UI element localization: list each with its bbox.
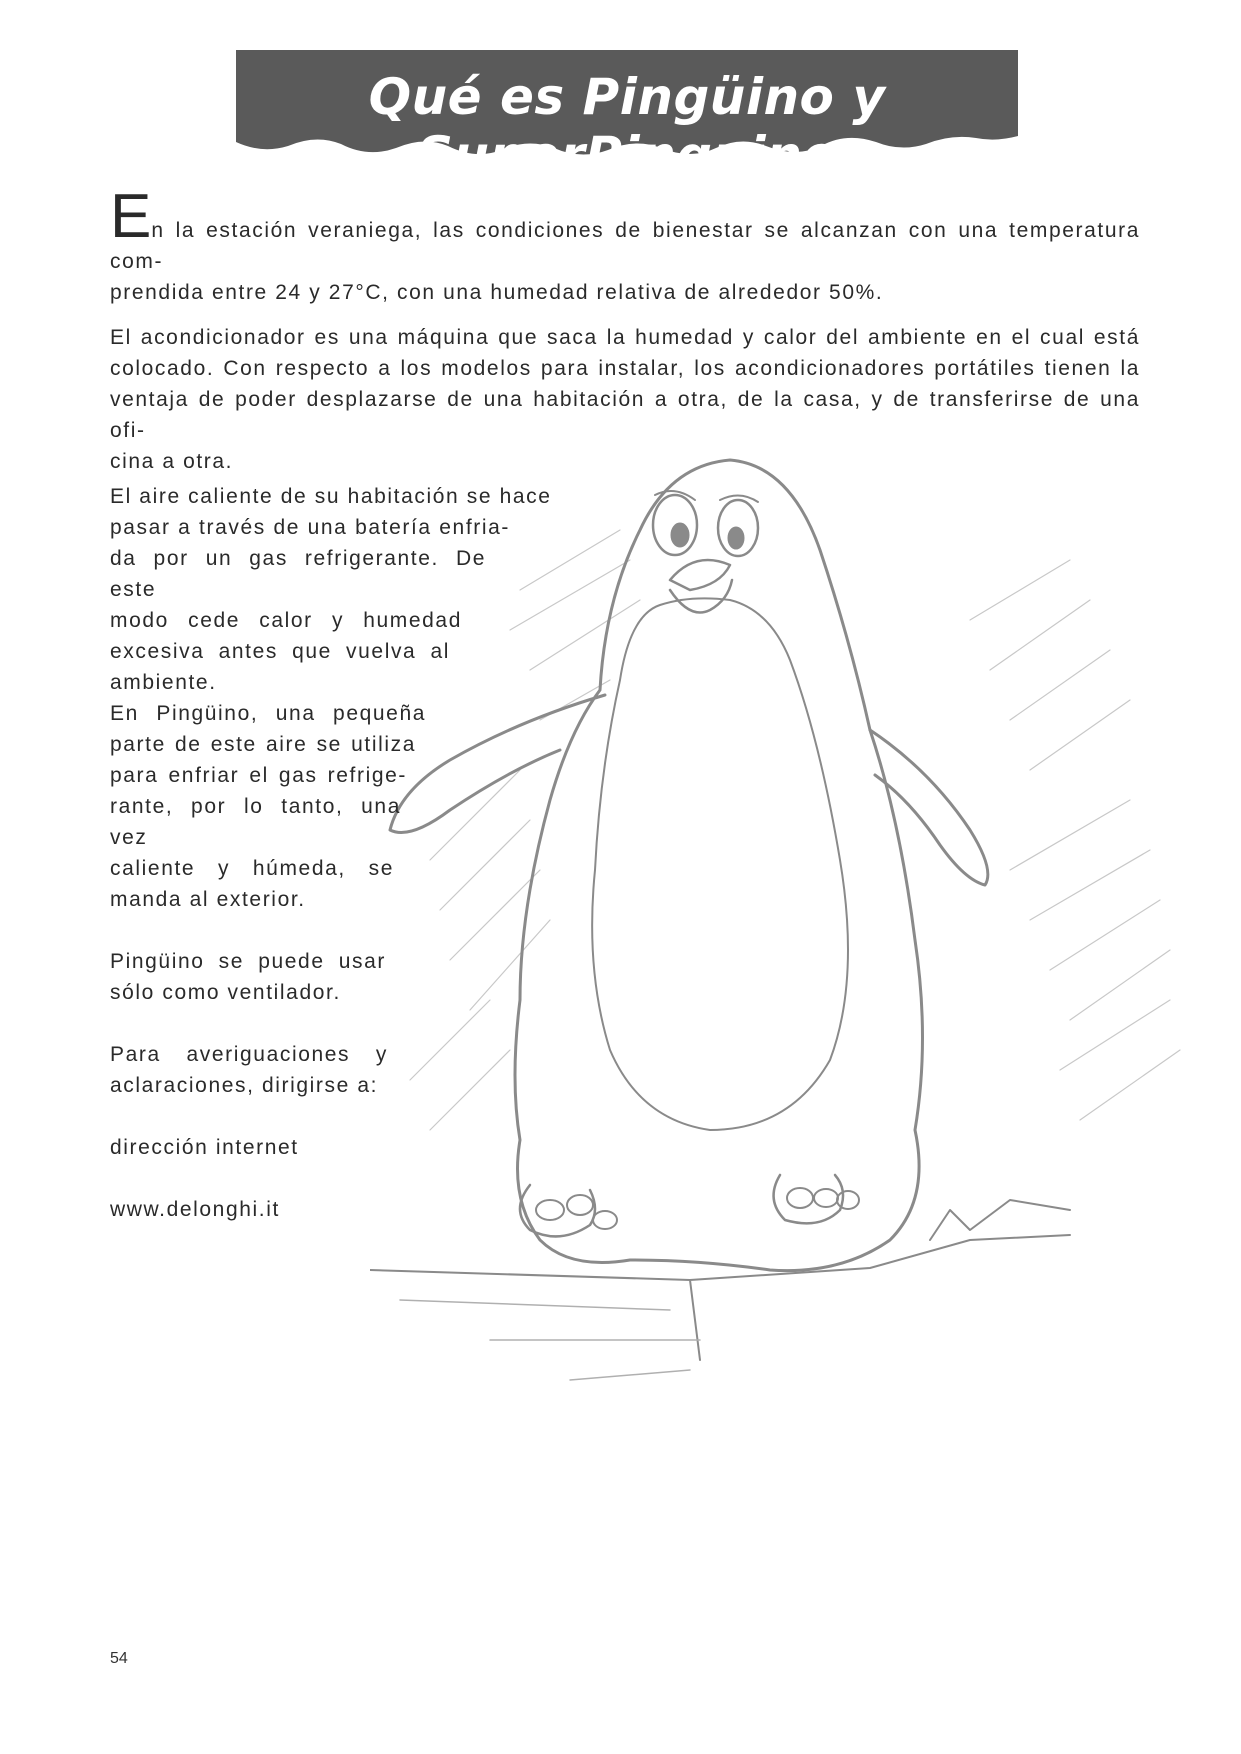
intro-line-1 <box>110 182 1140 277</box>
column-line: El aire caliente de su habitación se hace <box>110 485 552 508</box>
column-line: Para averiguaciones y <box>110 1043 388 1066</box>
website-link[interactable]: www.delonghi.it <box>110 1198 280 1221</box>
column-line: excesiva antes que vuelva al <box>110 640 450 663</box>
column-line: modo cede calor y humedad <box>110 609 462 632</box>
intro-paragraph <box>110 182 1140 308</box>
left-column <box>110 481 552 1225</box>
paragraph-line: ventaja de poder desplazarse de una habitación a otra, de la casa, y de transferirse de una ofi- <box>110 388 1140 442</box>
column-line: ambiente. <box>110 671 217 694</box>
spacer <box>110 1163 552 1194</box>
column-line: En Pingüino, una pequeña <box>110 702 426 725</box>
column-line: Pingüino se puede usar <box>110 950 386 973</box>
spacer <box>110 915 552 946</box>
internet-label: dirección internet <box>110 1136 299 1159</box>
drop-cap: E <box>110 182 152 251</box>
column-line: sólo como ventilador. <box>110 981 341 1004</box>
paragraph-line: cina a otra. <box>110 450 234 473</box>
spacer <box>110 1008 552 1039</box>
column-line: manda al exterior. <box>110 888 306 911</box>
page-title: Qué es Pingüino y SuperPinguino <box>368 68 886 184</box>
paragraph-line: El acondicionador es una máquina que saca la humedad y calor del ambiente en el cual está <box>110 326 1140 349</box>
title-banner <box>236 50 1018 184</box>
intro-line-2: prendida entre 24 y 27°C, con una humedad relativa de alrededor 50%. <box>110 281 884 304</box>
spacer <box>110 1101 552 1132</box>
column-line: para enfriar el gas refrige- <box>110 764 407 787</box>
column-line: caliente y húmeda, se <box>110 857 394 880</box>
column-line: da por un gas refrigerante. De este <box>110 547 486 601</box>
column-line: pasar a través de una batería enfria- <box>110 516 510 539</box>
page-number: 54 <box>110 1650 128 1667</box>
column-line: aclaraciones, dirigirse a: <box>110 1074 379 1097</box>
column-line: parte de este aire se utiliza <box>110 733 416 756</box>
column-line: rante, por lo tanto, una vez <box>110 795 401 849</box>
intro-line-1-text: n la estación veraniega, las condiciones de bienestar se alcanzan con una temperatura com- <box>110 219 1140 273</box>
paragraph-line: colocado. Con respecto a los modelos para instalar, los acondicionadores portátiles tienen la <box>110 357 1140 380</box>
